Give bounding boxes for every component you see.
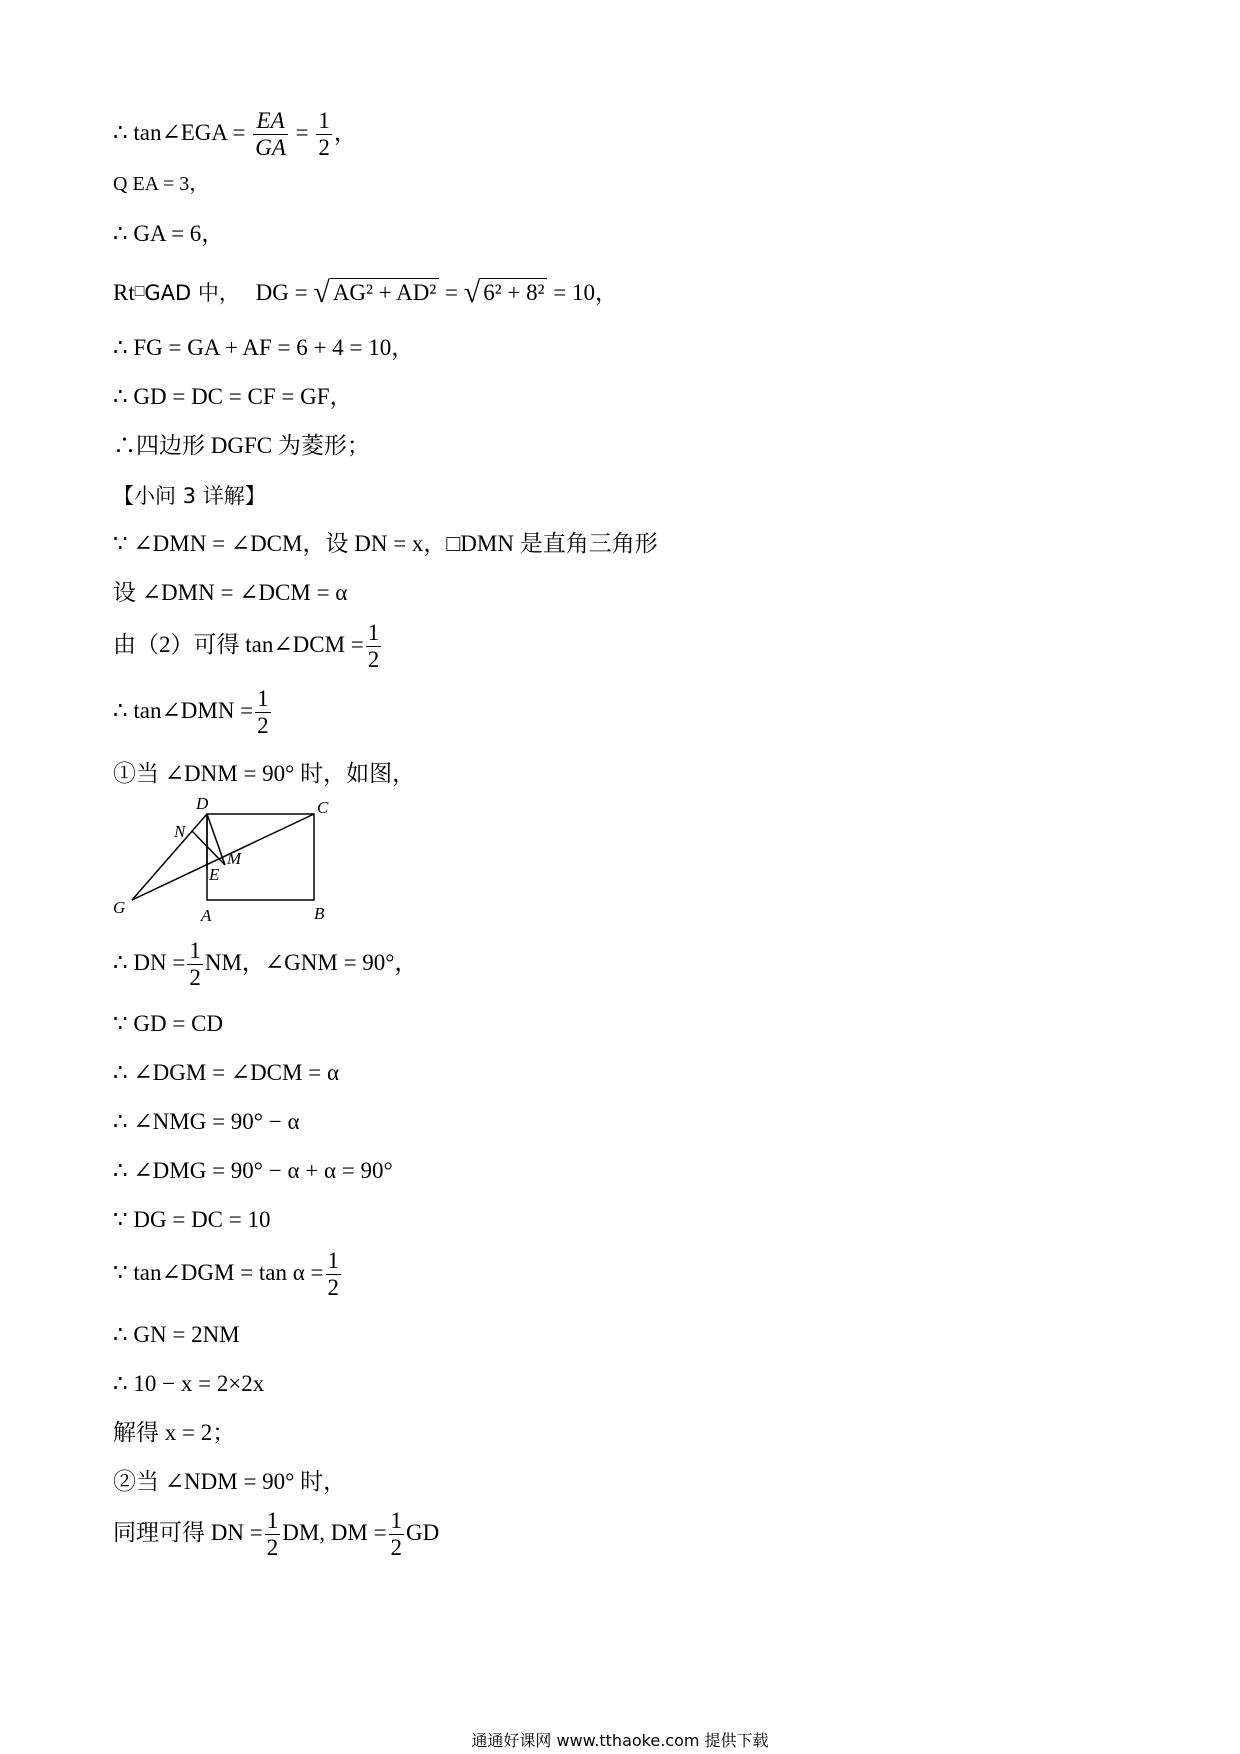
label-e: E (209, 865, 220, 884)
line-tan-dcm: 由（2）可得 tan∠DCM = $\frac{1}{2}$ (113, 620, 380, 672)
line-gd-dc: ∴ GD = DC = CF = GF， (113, 384, 353, 409)
line-angle-dmn: ∵ ∠DMN = ∠DCM，设 DN = x，□DMN 是直角三角形 (113, 531, 658, 556)
line-rhombus: ∴四边形 DGFC 为菱形； (113, 433, 370, 458)
section-heading-q3: 【小问 3 详解】 (113, 484, 266, 508)
line-tan-dmn: ∴ tan∠DMN = $\frac{1}{2}$ (113, 686, 269, 738)
label-g: G (113, 898, 126, 917)
label-d: D (196, 795, 209, 813)
line-ga-6: ∴ GA = 6， (113, 221, 225, 246)
page-footer: 通通好课网 www.tthaoke.com 提供下载 (471, 1731, 769, 1750)
line-tan-ega: ∴ tan∠EGA = $\frac{EA}{GA}$ = $\frac{1}{2}$ ， (113, 108, 357, 160)
label-b: B (314, 904, 325, 923)
label-a: A (201, 906, 212, 925)
line-gd-cd: ∵ GD = CD (113, 1011, 224, 1036)
line-dg-sqrt: Rt□GAD 中， DG = √ AG² + AD² = √ 6² + 8² = 10， (113, 276, 618, 309)
line-tan-dgm: ∵ tan∠DGM = tan α = $\frac{1}{2}$ (113, 1248, 340, 1300)
sqrt-sign: √ (313, 276, 330, 309)
line-gc (132, 814, 314, 900)
label-m: M (227, 849, 242, 868)
label-c: C (317, 798, 329, 817)
line-case-1: ①当 ∠DNM = 90° 时，如图， (113, 761, 416, 786)
line-ea-3: Q EA = 3， (113, 173, 210, 195)
label-n: N (174, 822, 186, 841)
line-solution: 解得 x = 2； (113, 1420, 236, 1445)
line-angle-dgm: ∴ ∠DGM = ∠DCM = α (113, 1060, 339, 1085)
line-equation: ∴ 10 − x = 2×2x (113, 1371, 265, 1396)
fraction-ea-ga: $\frac{EA}{GA}$ (255, 108, 286, 160)
sqrt-sign-2: √ (463, 276, 481, 309)
line-dm (207, 814, 225, 865)
line-angle-nmg: ∴ ∠NMG = 90° − α (113, 1109, 300, 1134)
line-case-2: ②当 ∠NDM = 90° 时， (113, 1469, 347, 1494)
line-angle-dmg: ∴ ∠DMG = 90° − α + α = 90° (113, 1158, 393, 1183)
line-dg-dc-10: ∵ DG = DC = 10 (113, 1207, 271, 1232)
line-set-alpha: 设 ∠DMN = ∠DCM = α (113, 580, 348, 605)
fraction-one-half: $\frac{1}{2}$ (318, 108, 330, 160)
line-gn-2nm: ∴ GN = 2NM (113, 1322, 240, 1347)
geometry-figure (105, 795, 345, 925)
line-gd (132, 814, 207, 900)
line-similarly: 同理可得 DN = $\frac{1}{2}$ DM, DM = $\frac{1}{2}$ GD (113, 1508, 440, 1560)
line-nm (192, 831, 225, 865)
line-fg-10: ∴ FG = GA + AF = 6 + 4 = 10， (113, 335, 415, 360)
line-dn-half-nm: ∴ DN = $\frac{1}{2}$ NM，∠GNM = 90°， (113, 938, 418, 990)
